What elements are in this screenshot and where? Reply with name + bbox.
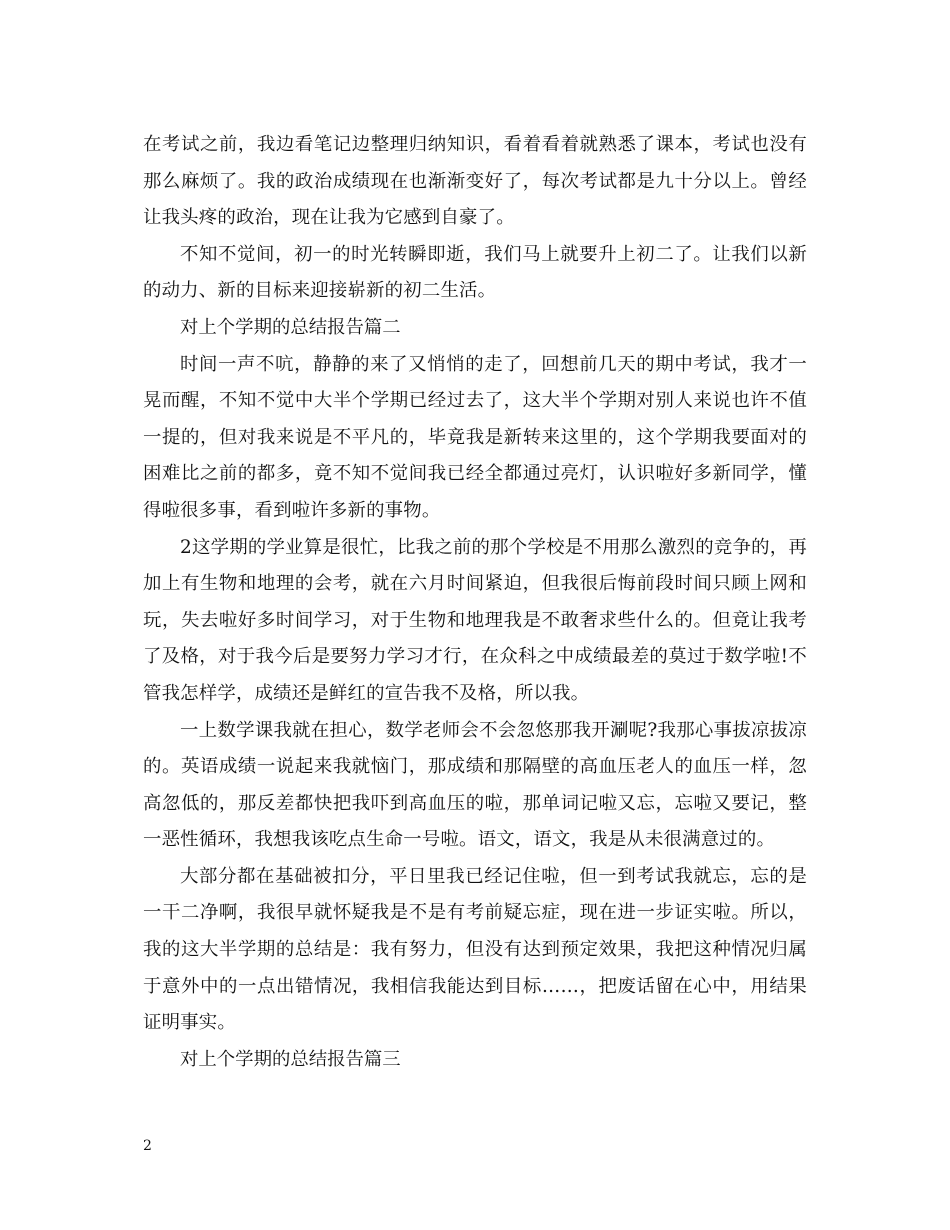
paragraph-closing: 不知不觉间，初一的时光转瞬即逝，我们马上就要升上初二了。让我们以新的动力、新的目标来迎接崭新的初二生活。 [143,243,807,302]
section-heading-part-three: 对上个学期的总结报告篇三 [180,1048,401,1070]
paragraph-math-english: 一上数学课我就在担心，数学老师会不会忽悠那我开涮呢?我那心事拔凉拔凉的。英语成绩一说起来我就恼门，那成绩和那隔壁的高血压老人的血压一样，忽高忽低的，那反差都快把我吓到高血压的啦，那单词记啦又忘，忘啦又要记，整一恶性循环，我想我该吃点生命一号啦。语文，语文，我是从未很满意过的。 [143,719,807,851]
paragraph-intro: 时间一声不吭，静静的来了又悄悄的走了，回想前几天的期中考试，我才一晃而醒，不知不觉中大半个学期已经过去了，这大半个学期对别人来说也许不值一提的，但对我来说是不平凡的，毕竟我是新转来这里的，这个学期我要面对的困难比之前的都多，竟不知不觉间我已经全都通过亮灯，认识啦好多新同学，懂得啦很多事，看到啦许多新的事物。 [143,353,807,521]
paragraph-continuation: 在考试之前，我边看笔记边整理归纳知识，看着看着就熟悉了课本，考试也没有那么麻烦了。我的政治成绩现在也渐渐变好了，每次考试都是九十分以上。曾经让我头疼的政治，现在让我为它感到自豪了。 [143,134,807,229]
paragraph-summary: 大部分都在基础被扣分，平日里我已经记住啦，但一到考试我就忘，忘的是一干二净啊，我很早就怀疑我是不是有考前疑忘症，现在进一步证实啦。所以，我的这大半学期的总结是：我有努力，但没有达到预定效果，我把这种情况归属于意外中的一点出错情况，我相信我能达到目标……，把废话留在心中，用结果证明事实。 [143,865,807,1034]
document-body [143,127,807,1078]
page-number: 2 [143,1138,152,1154]
paragraph-studies: 2这学期的学业算是很忙，比我之前的那个学校是不用那么激烈的竞争的，再加上有生物和地理的会考，就在六月时间紧迫，但我很后悔前段时间只顾上网和玩，失去啦好多时间学习，对于生物和地理我是不敢奢求些什么的。但竟让我考了及格，对于我今后是要努力学习才行，在众科之中成绩最差的莫过于数学啦!不管我怎样学，成绩还是鲜红的宣告我不及格，所以我。 [143,536,807,704]
section-heading-part-two: 对上个学期的总结报告篇二 [180,316,401,338]
